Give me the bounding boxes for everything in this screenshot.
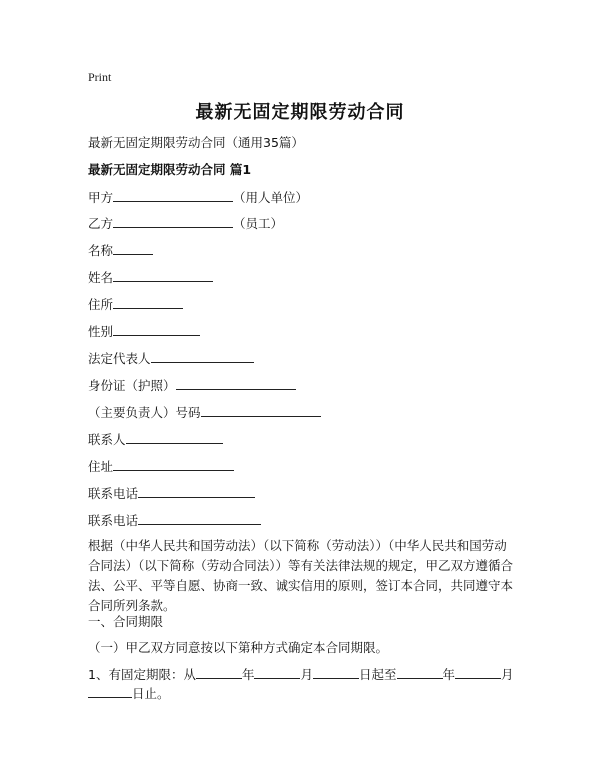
field-label: 名称	[88, 243, 114, 258]
blank-line	[126, 431, 223, 444]
field-phone-1	[88, 484, 255, 502]
blank-line	[176, 377, 296, 390]
blank-line	[196, 666, 242, 679]
field-label: （主要负责人）号码	[88, 405, 201, 420]
field-note: （员工）	[233, 216, 284, 231]
print-label: Print	[88, 70, 112, 84]
field-label: 住址	[88, 459, 114, 474]
field-address	[88, 457, 234, 475]
blank-line	[313, 666, 359, 679]
blank-line	[113, 189, 233, 202]
day-end-label: 日止。	[132, 686, 170, 701]
blank-line	[113, 215, 233, 228]
blank-line	[113, 458, 234, 471]
blank-line	[138, 485, 255, 498]
blank-line	[397, 666, 443, 679]
field-label: 法定代表人	[88, 351, 151, 366]
year-label: 年	[241, 667, 255, 682]
field-label: 姓名	[88, 270, 114, 285]
fixed-term-line-1	[88, 665, 514, 683]
day-from-label: 日起至	[359, 667, 397, 682]
field-label: 身份证（护照）	[88, 378, 176, 393]
year-label-2: 年	[442, 667, 456, 682]
field-label: 联系电话	[88, 513, 139, 528]
section-heading: 最新无固定期限劳动合同 篇1	[88, 162, 252, 177]
field-label: 联系电话	[88, 486, 139, 501]
field-principal-no	[88, 403, 321, 421]
clause-1-sub: （一）甲乙双方同意按以下第种方式确定本合同期限。	[88, 640, 389, 655]
fixed-term-line-2	[88, 684, 170, 702]
field-contact-person	[88, 430, 223, 448]
blank-line	[88, 685, 132, 698]
field-party-a	[88, 188, 308, 206]
document-title: 最新无固定期限劳动合同	[195, 102, 405, 123]
field-label: 甲方	[88, 190, 114, 205]
legal-basis-paragraph: 根据（中华人民共和国劳动法）（以下简称（劳动法））（中华人民共和国劳动合同法）（以下简称（劳动合同法））等有关法律法规的规定，甲乙双方遵循合法、公平、平等自愿、协商一致、诚实信用的原则，签订本合同，共同遵守本合同所列条款。	[88, 538, 514, 613]
field-legal-rep	[88, 349, 254, 367]
field-label: 性别	[88, 324, 114, 339]
blank-line	[113, 296, 183, 309]
field-gender	[88, 322, 200, 340]
document-subtitle: 最新无固定期限劳动合同（通用35篇）	[88, 135, 304, 150]
field-label: 联系人	[88, 432, 126, 447]
field-name	[88, 241, 153, 259]
month-label: 月	[300, 667, 313, 682]
clause-1-heading: 一、合同期限	[88, 614, 164, 629]
field-note: （用人单位）	[233, 190, 309, 205]
field-party-b	[88, 214, 283, 232]
month-label-2: 月	[501, 667, 514, 682]
field-id-card	[88, 376, 296, 394]
blank-line	[138, 512, 261, 525]
field-label: 乙方	[88, 216, 114, 231]
blank-line	[113, 323, 200, 336]
blank-line	[113, 242, 153, 255]
blank-line	[113, 269, 213, 282]
blank-line	[455, 666, 501, 679]
field-label: 住所	[88, 297, 114, 312]
fixed-term-prefix: 1、有固定期限：从	[88, 667, 196, 682]
field-phone-2	[88, 511, 261, 529]
blank-line	[201, 404, 321, 417]
blank-line	[254, 666, 300, 679]
field-full-name	[88, 268, 213, 286]
blank-line	[151, 350, 254, 363]
field-residence	[88, 295, 183, 313]
